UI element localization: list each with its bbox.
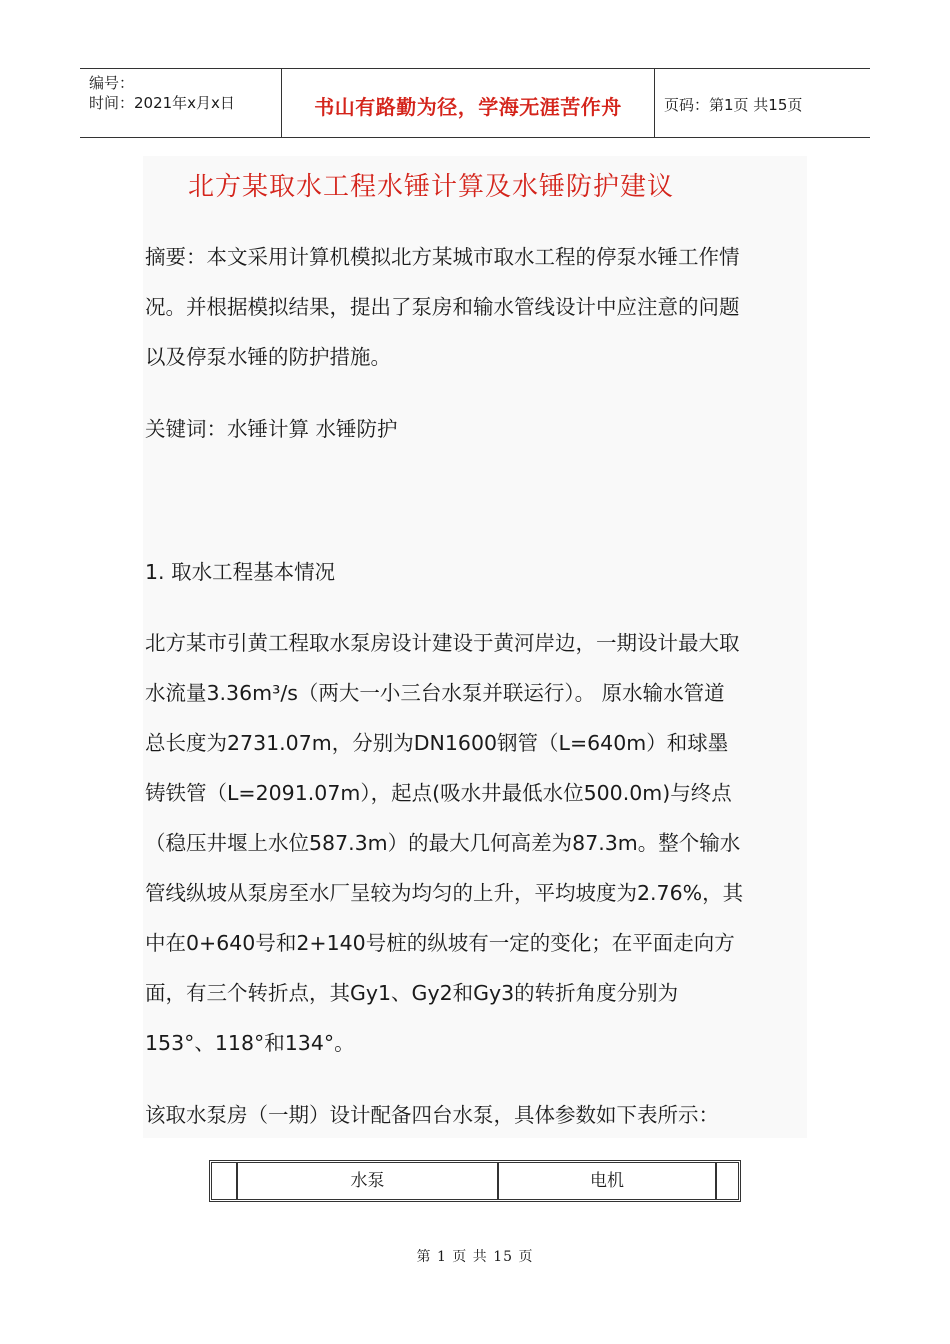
document-body	[143, 156, 807, 1138]
basic-info-paragraph: 北方某市引黄工程取水泵房设计建设于黄河岸边，一期设计最大取 水流量3.36m³/s（两大一小三台水泵并联运行）。 原水输水管道 总长度为2731.07m，分别为DN1600钢管（L=640m）和球墨 铸铁管（L=2091.07m），起点(吸水井最低水位500.0m)与终点 （稳压井堰上水位587.3m）的最大几何高差为87.3m。整个输水 管线纵坡从泵房至水厂呈较为均匀的上升，平均坡度为2.76%，其 中在0+640号和2+140号桩的纵坡有一定的变化；在平面走向方 面，有三个转折点，其Gy1、Gy2和Gy3的转折角度分别为 153°、118°和134°。	[145, 631, 744, 1055]
pump-intro-paragraph: 该取水泵房（一期）设计配备四台水泵，具体参数如下表所示：	[145, 1103, 719, 1127]
abstract-paragraph: 摘要：本文采用计算机模拟北方某城市取水工程的停泵水锤工作情 况。并根据模拟结果，提出了泵房和输水管线设计中应注意的问题 以及停泵水锤的防护措施。	[145, 245, 740, 369]
header-left-cell	[80, 69, 280, 137]
header-middle-cell	[281, 69, 655, 137]
section-heading: 1. 取水工程基本情况	[145, 560, 336, 584]
document-time-label: 时间：2021年x月x日	[89, 94, 235, 112]
page-header	[80, 68, 870, 138]
header-page-info: 页码：第1页 共15页	[664, 96, 803, 114]
document-title: 北方某取水工程水锤计算及水锤防护建议	[188, 172, 675, 202]
document-number-label: 编号：	[89, 74, 135, 92]
header-motto: 书山有路勤为径，学海无涯苦作舟	[314, 95, 622, 119]
keywords-line: 关键词：水锤计算 水锤防护	[145, 417, 398, 441]
table-edge-cell	[717, 1163, 737, 1199]
pump-parameter-table	[209, 1160, 741, 1202]
header-right-cell	[654, 69, 870, 137]
table-header-motor: 电机	[499, 1163, 717, 1199]
page-footer: 第 1 页 共 15 页	[416, 1249, 534, 1265]
table-edge-cell	[212, 1163, 238, 1199]
table-header-pump: 水泵	[238, 1163, 499, 1199]
